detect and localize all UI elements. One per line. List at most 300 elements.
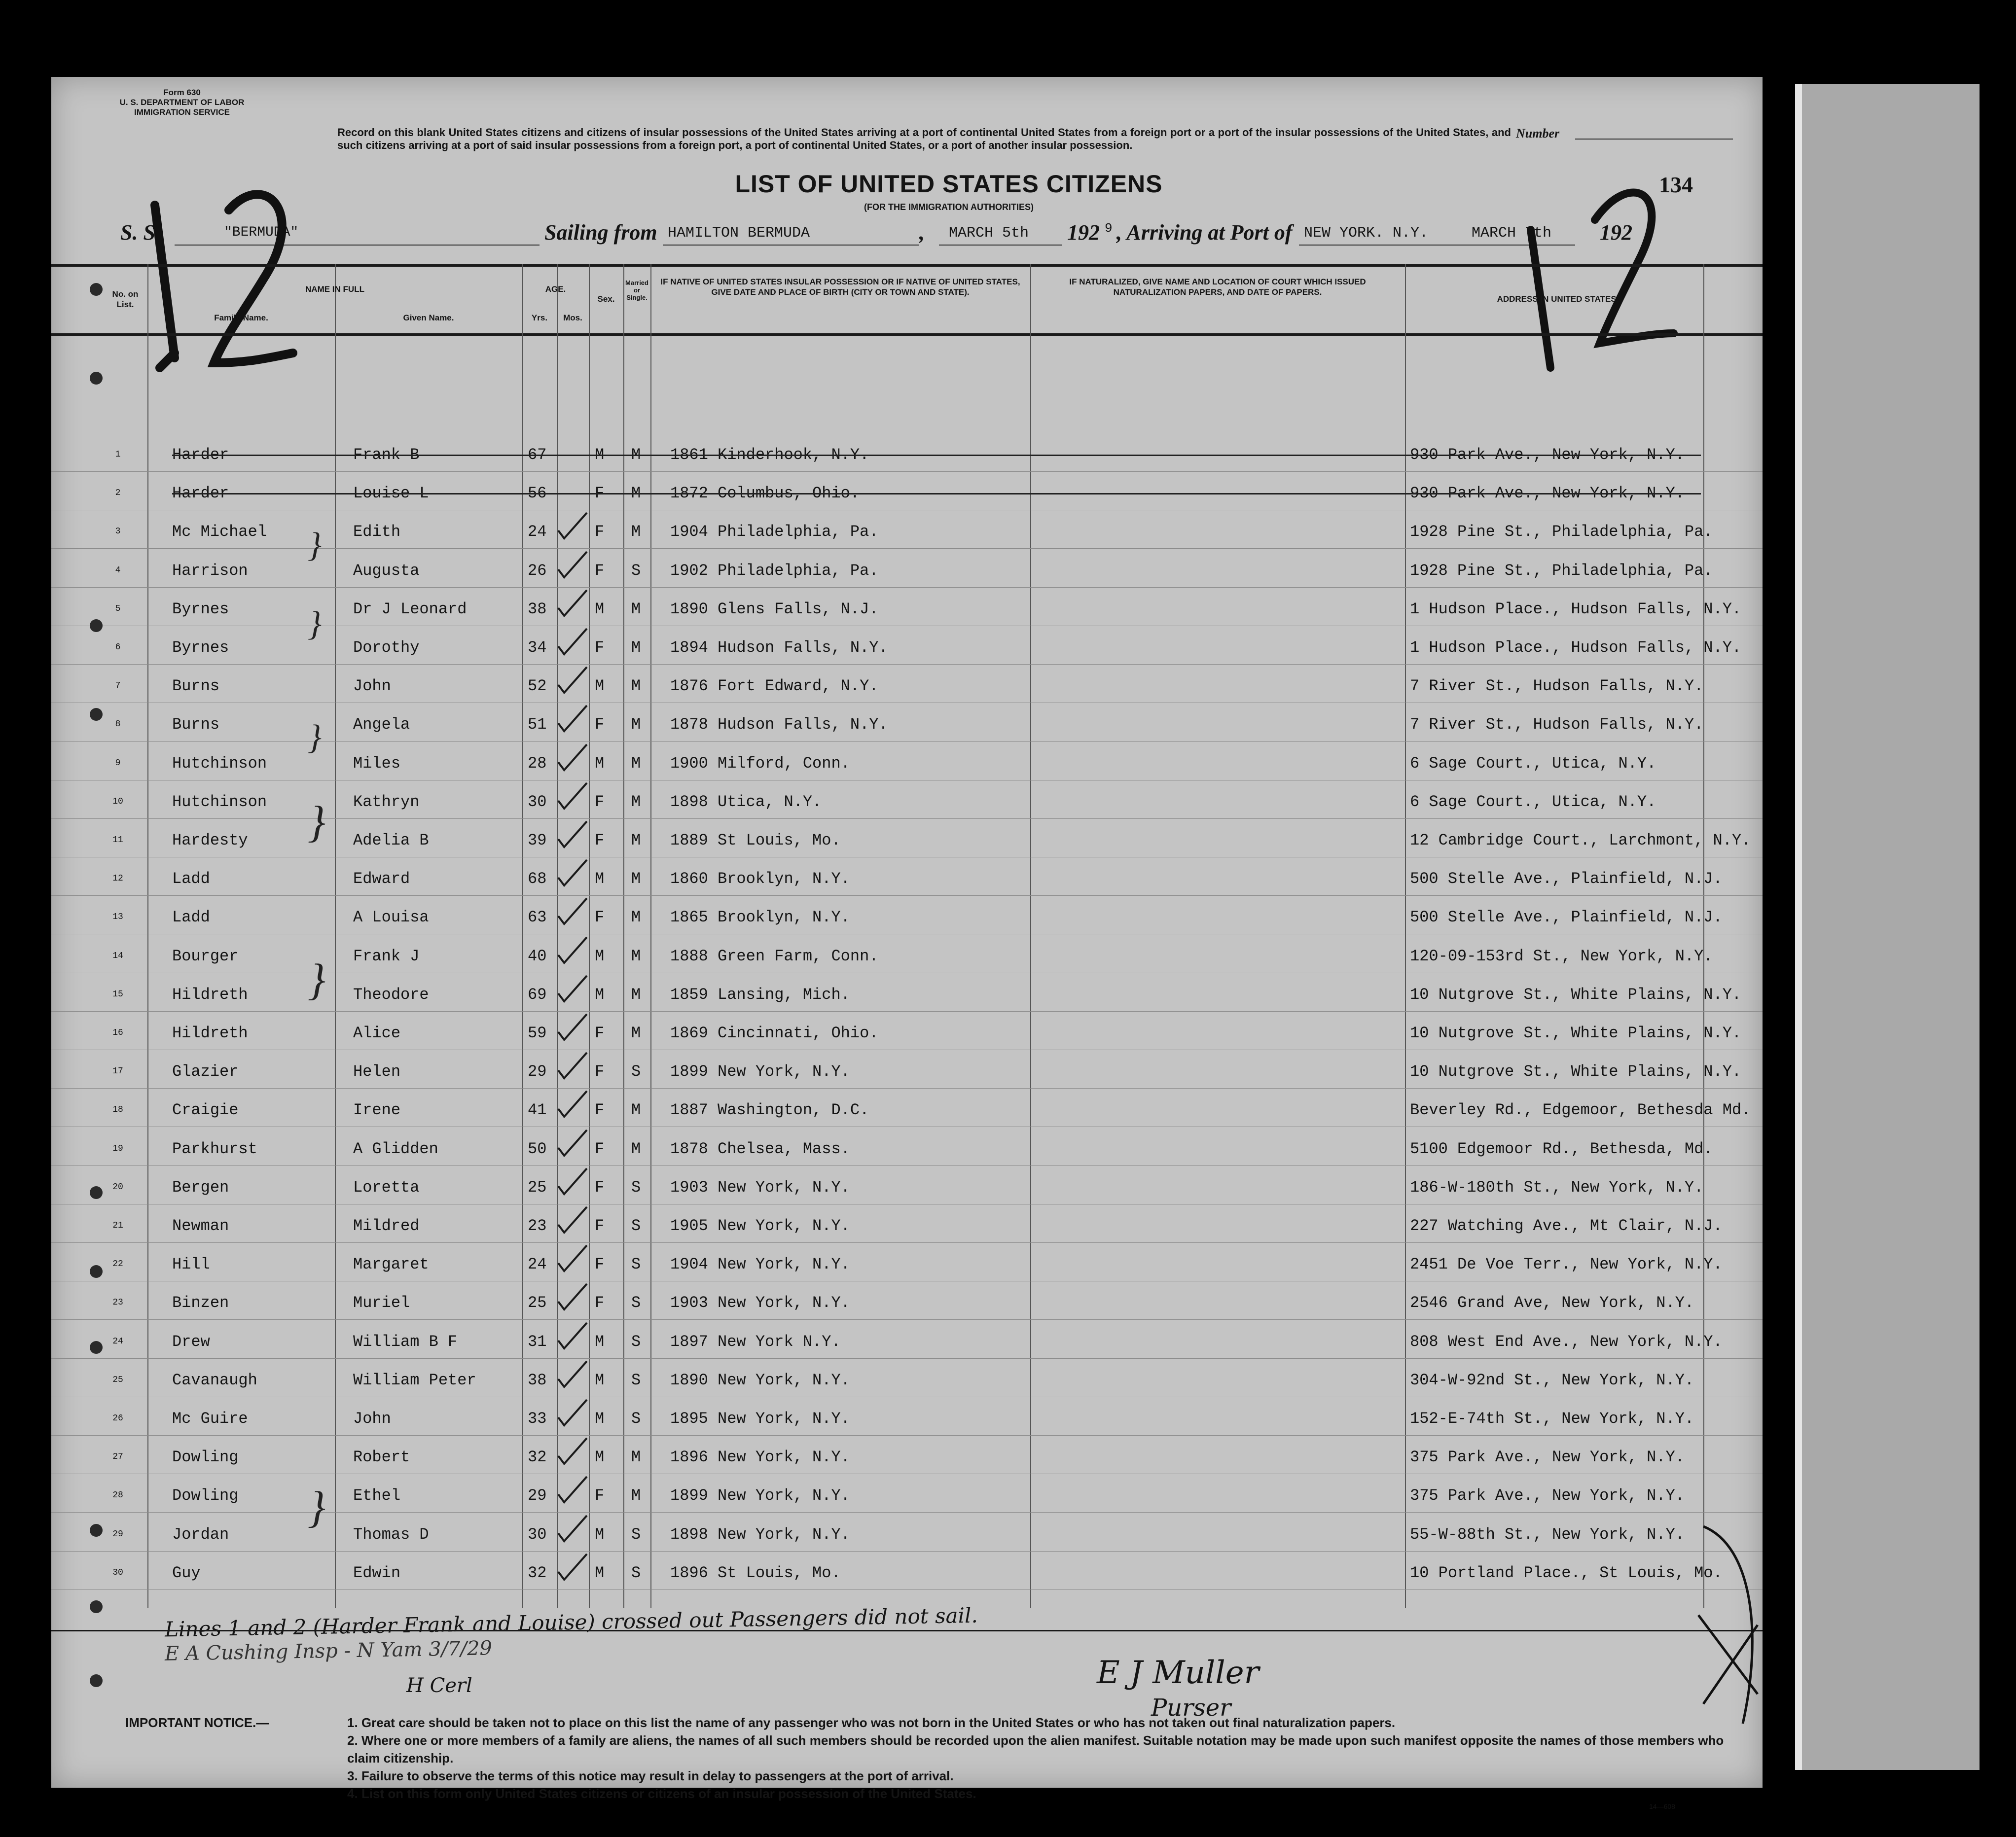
given-name: Frank B — [353, 446, 420, 464]
family-name: Cavanaugh — [172, 1371, 257, 1389]
given-name: Kathryn — [353, 792, 420, 811]
us-address: 186-W-180th St., New York, N.Y. — [1410, 1178, 1704, 1197]
table-row — [51, 1204, 1763, 1243]
birth-date-place: 1889 St Louis, Mo. — [670, 831, 841, 849]
age-years: 23 — [528, 1217, 547, 1235]
handwritten-inspector-note: E A Cushing Insp - N Yam 3/7/29 — [164, 1637, 493, 1665]
row-number: 10 — [112, 796, 123, 807]
check-mark-icon — [549, 587, 591, 619]
arrival-year-prefix: 192 — [1600, 220, 1632, 245]
birth-date-place: 1869 Cincinnati, Ohio. — [670, 1024, 879, 1042]
family-name: Jordan — [172, 1525, 229, 1544]
check-mark-icon — [549, 973, 591, 1004]
birth-date-place: 1904 Philadelphia, Pa. — [670, 523, 879, 541]
sex: F — [595, 1139, 605, 1158]
arriving-label: , Arriving at Port of — [1116, 220, 1293, 245]
family-name: Bergen — [172, 1178, 229, 1197]
family-name: Parkhurst — [172, 1139, 257, 1158]
birth-date-place: 1865 Brooklyn, N.Y. — [670, 908, 850, 927]
sex: F — [595, 1217, 605, 1235]
given-name: Augusta — [353, 561, 420, 580]
check-mark-icon — [549, 1320, 591, 1351]
service-name: IMMIGRATION SERVICE — [134, 107, 230, 117]
age-years: 63 — [528, 908, 547, 927]
us-address: 5100 Edgemoor Rd., Bethesda, Md. — [1410, 1139, 1713, 1158]
sex: M — [595, 1448, 605, 1467]
punch-hole — [90, 708, 103, 721]
form-instructions: Record on this blank United States citizens and citizens of insular possessions of the United States arriving at a port of continental United States from a foreign port or a port of the insular possessions of the United States, and such citizens arriving at a port of said insular possessions from a foreign port, a port of continental United States, or a port of another insular possession. — [337, 126, 1511, 151]
check-mark-icon — [549, 1435, 591, 1467]
birth-date-place: 1859 Lansing, Mich. — [670, 985, 850, 1004]
notice-item: 3. Failure to observe the terms of this notice may result in delay to passengers at the port of arrival. — [347, 1768, 954, 1783]
sex: F — [595, 908, 605, 927]
check-mark-icon — [549, 1474, 591, 1505]
family-name: Drew — [172, 1332, 210, 1351]
birth-date-place: 1904 New York, N.Y. — [670, 1255, 850, 1274]
sailing-year: 9 — [1105, 221, 1113, 236]
row-number: 19 — [112, 1143, 123, 1154]
age-years: 40 — [528, 947, 547, 965]
notice-item: 4. List on this form only United States citizens or citizens of an insular possession of the United States. — [347, 1786, 976, 1801]
given-name: Angela — [353, 715, 410, 734]
us-address: 304-W-92nd St., New York, N.Y. — [1410, 1371, 1694, 1389]
family-name: Bourger — [172, 947, 239, 965]
age-years: 25 — [528, 1178, 547, 1197]
family-bracket: } — [308, 955, 325, 1004]
purser-title: Purser — [1151, 1694, 1231, 1722]
punch-hole — [90, 1674, 103, 1687]
header-address: ADDRESS IN UNITED STATES. — [1497, 294, 1619, 304]
age-years: 41 — [528, 1101, 547, 1120]
us-address: 7 River St., Hudson Falls, N.Y. — [1410, 715, 1704, 734]
marital-status: S — [631, 1294, 641, 1312]
row-number: 15 — [112, 989, 123, 999]
table-row — [51, 1242, 1763, 1281]
sex: F — [595, 1024, 605, 1042]
table-row — [51, 1127, 1763, 1166]
age-years: 34 — [528, 638, 547, 657]
family-bracket: } — [308, 605, 322, 643]
marital-status: M — [631, 985, 641, 1004]
notice-item: 1. Great care should be taken not to place on this list the name of any passenger who was not born in the United States or who has not taken out final naturalization papers. — [347, 1715, 1396, 1730]
sex: F — [595, 484, 605, 503]
given-name: Helen — [353, 1062, 401, 1081]
birth-date-place: 1899 New York, N.Y. — [670, 1486, 850, 1505]
family-name: Byrnes — [172, 600, 229, 618]
family-name: Hutchinson — [172, 792, 267, 811]
us-address: 7 River St., Hudson Falls, N.Y. — [1410, 677, 1704, 696]
given-name: Thomas D — [353, 1525, 429, 1544]
us-address: 808 West End Ave., New York, N.Y. — [1410, 1332, 1723, 1351]
row-number: 3 — [115, 527, 121, 537]
sex: M — [595, 600, 605, 618]
marital-status: M — [631, 754, 641, 773]
row-number: 13 — [112, 912, 123, 922]
us-address: 2451 De Voe Terr., New York, N.Y. — [1410, 1255, 1723, 1274]
row-number: 18 — [112, 1105, 123, 1115]
purser-signature: E J Muller — [1097, 1655, 1260, 1691]
given-name: Mildred — [353, 1217, 420, 1235]
sex: M — [595, 1371, 605, 1389]
sex: M — [595, 1525, 605, 1544]
marital-status: S — [631, 1255, 641, 1274]
us-address: 1928 Pine St., Philadelphia, Pa. — [1410, 523, 1713, 541]
table-row — [51, 471, 1763, 510]
family-name: Harder — [172, 446, 229, 464]
us-address: 227 Watching Ave., Mt Clair, N.J. — [1410, 1217, 1723, 1235]
age-years: 25 — [528, 1294, 547, 1312]
check-mark-icon — [549, 1513, 591, 1544]
us-address: 1928 Pine St., Philadelphia, Pa. — [1410, 561, 1713, 580]
number-label: Number — [1516, 126, 1560, 141]
row-number: 16 — [112, 1028, 123, 1038]
birth-date-place: 1888 Green Farm, Conn. — [670, 947, 879, 965]
marital-status: M — [631, 870, 641, 888]
marital-status: M — [631, 484, 641, 503]
notice-item: 2. Where one or more members of a family are aliens, the names of all such members should be recorded upon the alien manifest. Suitable notation may be made upon such manifest opposite the names of those members who claim citizenship. — [347, 1733, 1724, 1766]
age-years: 32 — [528, 1448, 547, 1467]
birth-date-place: 1903 New York, N.Y. — [670, 1178, 850, 1197]
sex: F — [595, 1101, 605, 1120]
row-number: 11 — [112, 835, 123, 845]
date-underline — [939, 245, 1062, 246]
us-address: 152-E-74th St., New York, N.Y. — [1410, 1410, 1694, 1428]
marital-status: M — [631, 1101, 641, 1120]
given-name: Ethel — [353, 1486, 401, 1505]
given-name: Edith — [353, 523, 401, 541]
check-mark-icon — [549, 818, 591, 850]
marital-status: M — [631, 600, 641, 618]
sailing-port: HAMILTON BERMUDA — [668, 225, 810, 242]
us-address: 12 Cambridge Court., Larchmont, N.Y. — [1410, 831, 1751, 849]
family-name: Harder — [172, 484, 229, 503]
us-address: 6 Sage Court., Utica, N.Y. — [1410, 792, 1656, 811]
marital-status: S — [631, 1371, 641, 1389]
row-number: 29 — [112, 1529, 123, 1539]
birth-date-place: 1898 New York, N.Y. — [670, 1525, 850, 1544]
age-years: 30 — [528, 792, 547, 811]
sex: M — [595, 754, 605, 773]
us-address: 10 Nutgrove St., White Plains, N.Y. — [1410, 985, 1742, 1004]
us-address: 55-W-88th St., New York, N.Y. — [1410, 1525, 1685, 1544]
port-underline — [663, 245, 919, 246]
us-address: 10 Nutgrove St., White Plains, N.Y. — [1410, 1062, 1742, 1081]
sailing-year-prefix: 192 — [1067, 220, 1100, 245]
family-bracket: } — [308, 798, 325, 847]
document-title: LIST OF UNITED STATES CITIZENS — [735, 170, 1163, 198]
age-years: 32 — [528, 1563, 547, 1582]
check-mark-icon — [549, 1281, 591, 1312]
row-number: 2 — [115, 488, 121, 498]
sex: M — [595, 985, 605, 1004]
check-mark-icon — [549, 1551, 591, 1583]
row-number: 28 — [112, 1490, 123, 1501]
given-name: Miles — [353, 754, 401, 773]
marital-status: S — [631, 1563, 641, 1582]
birth-date-place: 1860 Brooklyn, N.Y. — [670, 870, 850, 888]
row-number: 27 — [112, 1452, 123, 1462]
sex: F — [595, 638, 605, 657]
birth-date-place: 1872 Columbus, Ohio. — [670, 484, 860, 503]
birth-date-place: 1905 New York, N.Y. — [670, 1217, 850, 1235]
table-row — [51, 1050, 1763, 1089]
sex: M — [595, 446, 605, 464]
number-field-line — [1575, 139, 1733, 140]
given-name: A Glidden — [353, 1139, 438, 1158]
table-row — [51, 1088, 1763, 1127]
given-name: William B F — [353, 1332, 458, 1351]
row-number: 30 — [112, 1567, 123, 1578]
row-number: 20 — [112, 1182, 123, 1192]
marital-status: M — [631, 523, 641, 541]
row-number: 14 — [112, 951, 123, 961]
sex: F — [595, 1062, 605, 1081]
sex: F — [595, 1255, 605, 1274]
family-name: Craigie — [172, 1101, 239, 1120]
handwritten-12-mark-right — [1511, 161, 1698, 388]
marital-status: M — [631, 1139, 641, 1158]
birth-date-place: 1896 New York, N.Y. — [670, 1448, 850, 1467]
marital-status: M — [631, 792, 641, 811]
check-mark-icon — [549, 1242, 591, 1274]
header-no: No. on List. — [112, 289, 139, 309]
given-name: Theodore — [353, 985, 429, 1004]
sex: F — [595, 1486, 605, 1505]
family-bracket: } — [308, 718, 322, 756]
given-name: Frank J — [353, 947, 420, 965]
birth-date-place: 1902 Philadelphia, Pa. — [670, 561, 879, 580]
check-mark-icon — [549, 1358, 591, 1390]
age-years: 31 — [528, 1332, 547, 1351]
us-address: Beverley Rd., Edgemoor, Bethesda Md. — [1410, 1101, 1751, 1120]
birth-date-place: 1887 Washington, D.C. — [670, 1101, 869, 1120]
check-mark-icon — [549, 510, 591, 541]
header-given: Given Name. — [403, 313, 454, 322]
sex: M — [595, 1563, 605, 1582]
header-bottom-rule — [51, 333, 1763, 336]
punch-hole — [90, 1524, 103, 1537]
given-name: Margaret — [353, 1255, 429, 1274]
family-name: Hardesty — [172, 831, 248, 849]
given-name: Muriel — [353, 1294, 410, 1312]
us-address: 930 Park Ave., New York, N.Y. — [1410, 484, 1685, 503]
birth-date-place: 1899 New York, N.Y. — [670, 1062, 850, 1081]
given-name: Edwin — [353, 1563, 401, 1582]
birth-date-place: 1903 New York, N.Y. — [670, 1294, 850, 1312]
header-mos: Mos. — [563, 313, 582, 322]
age-years: 68 — [528, 870, 547, 888]
manifest-sheet — [51, 77, 1763, 1810]
family-name: Byrnes — [172, 638, 229, 657]
birth-date-place: 1878 Hudson Falls, N.Y. — [670, 715, 888, 734]
age-years: 50 — [528, 1139, 547, 1158]
ss-label: S. S. — [120, 220, 161, 245]
sex: F — [595, 831, 605, 849]
row-number: 24 — [112, 1336, 123, 1346]
table-top-rule — [51, 264, 1763, 267]
check-mark-icon — [549, 1011, 591, 1043]
us-address: 930 Park Ave., New York, N.Y. — [1410, 446, 1685, 464]
department-name: U. S. DEPARTMENT OF LABOR — [119, 98, 245, 107]
arrival-port: NEW YORK. N.Y. — [1304, 225, 1429, 242]
age-years: 24 — [528, 523, 547, 541]
given-name: Adelia B — [353, 831, 429, 849]
birth-date-place: 1878 Chelsea, Mass. — [670, 1139, 850, 1158]
marital-status: S — [631, 1217, 641, 1235]
family-name: Ladd — [172, 870, 210, 888]
table-bottom-rule — [51, 1630, 1763, 1631]
given-name: John — [353, 677, 391, 696]
punch-hole — [90, 1265, 103, 1278]
comma-1: , — [919, 220, 925, 245]
sex: F — [595, 523, 605, 541]
header-married: Married or Single. — [625, 279, 648, 301]
age-years: 67 — [528, 446, 547, 464]
check-mark-icon — [549, 780, 591, 812]
check-mark-icon — [549, 1166, 591, 1197]
check-mark-icon — [549, 549, 591, 580]
check-mark-icon — [549, 703, 591, 734]
strike-through-line — [172, 455, 1701, 456]
marital-status: M — [631, 638, 641, 657]
age-years: 56 — [528, 484, 547, 503]
age-years: 29 — [528, 1062, 547, 1081]
sex: M — [595, 870, 605, 888]
punch-hole — [90, 1186, 103, 1199]
punch-hole — [90, 372, 103, 385]
given-name: A Louisa — [353, 908, 429, 927]
row-number: 1 — [115, 450, 121, 459]
age-years: 26 — [528, 561, 547, 580]
marital-status: M — [631, 715, 641, 734]
form-number: Form 630 — [163, 88, 201, 97]
us-address: 10 Portland Place., St Louis, Mo. — [1410, 1563, 1723, 1582]
age-years: 33 — [528, 1410, 547, 1428]
ship-name: "BERMUDA" — [224, 225, 299, 240]
birth-date-place: 1895 New York, N.Y. — [670, 1410, 850, 1428]
check-mark-icon — [549, 934, 591, 966]
handwritten-cross-scribble — [1693, 1487, 1763, 1763]
header-name-in-full: NAME IN FULL — [305, 284, 364, 294]
form-reference: 14—608 — [1649, 1802, 1675, 1810]
given-name: Alice — [353, 1024, 401, 1042]
handwritten-initials: H Cerl — [406, 1674, 472, 1697]
given-name: Dorothy — [353, 638, 420, 657]
marital-status: S — [631, 1525, 641, 1544]
important-notice — [125, 1714, 1753, 1802]
table-row — [51, 1011, 1763, 1050]
given-name: William Peter — [353, 1371, 476, 1389]
family-name: Burns — [172, 677, 220, 696]
document-subtitle: (FOR THE IMMIGRATION AUTHORITIES) — [864, 202, 1034, 212]
family-name: Guy — [172, 1563, 201, 1582]
row-number: 21 — [112, 1221, 123, 1231]
row-number: 7 — [115, 681, 121, 691]
family-name: Hutchinson — [172, 754, 267, 773]
sex: F — [595, 715, 605, 734]
marital-status: S — [631, 561, 641, 580]
marital-status: M — [631, 677, 641, 696]
check-mark-icon — [549, 857, 591, 888]
sailing-label: Sailing from — [544, 220, 657, 245]
table-row — [51, 433, 1763, 472]
check-mark-icon — [549, 895, 591, 927]
birth-date-place: 1890 Glens Falls, N.J. — [670, 600, 879, 618]
given-name: Dr J Leonard — [353, 600, 467, 618]
row-number: 26 — [112, 1413, 123, 1423]
sex: F — [595, 1178, 605, 1197]
family-name: Hildreth — [172, 985, 248, 1004]
given-name: Edward — [353, 870, 410, 888]
header-birth: IF NATIVE OF UNITED STATES INSULAR POSSESSION OR IF NATIVE OF UNITED STATES, GIVE DATE AND PLACE OF BIRTH (CITY OR TOWN AND STATE). — [660, 277, 1020, 297]
age-years: 52 — [528, 677, 547, 696]
age-years: 30 — [528, 1525, 547, 1544]
row-number: 25 — [112, 1375, 123, 1385]
us-address: 2546 Grand Ave, New York, N.Y. — [1410, 1294, 1694, 1312]
sex: M — [595, 1332, 605, 1351]
check-mark-icon — [549, 664, 591, 696]
us-address: 1 Hudson Place., Hudson Falls, N.Y. — [1410, 638, 1742, 657]
us-address: 375 Park Ave., New York, N.Y. — [1410, 1448, 1685, 1467]
age-years: 69 — [528, 985, 547, 1004]
marital-status: S — [631, 1178, 641, 1197]
us-address: 120-09-153rd St., New York, N.Y. — [1410, 947, 1713, 965]
given-name: Robert — [353, 1448, 410, 1467]
header-sex: Sex. — [597, 294, 615, 304]
check-mark-icon — [549, 1088, 591, 1120]
birth-date-place: 1896 St Louis, Mo. — [670, 1563, 841, 1582]
table-row — [51, 1435, 1763, 1474]
sex: F — [595, 561, 605, 580]
family-name: Dowling — [172, 1486, 239, 1505]
given-name: Loretta — [353, 1178, 420, 1197]
punch-hole — [90, 283, 103, 296]
birth-date-place: 1894 Hudson Falls, N.Y. — [670, 638, 888, 657]
age-years: 24 — [528, 1255, 547, 1274]
header-yrs: Yrs. — [531, 313, 548, 322]
check-mark-icon — [549, 742, 591, 773]
punch-hole — [90, 1341, 103, 1354]
header-age: AGE. — [545, 284, 566, 294]
check-mark-icon — [549, 1050, 591, 1081]
age-years: 28 — [528, 754, 547, 773]
birth-date-place: 1861 Kinderhook, N.Y. — [670, 446, 869, 464]
age-years: 38 — [528, 1371, 547, 1389]
marital-status: M — [631, 831, 641, 849]
family-name: Binzen — [172, 1294, 229, 1312]
family-name: Mc Michael — [172, 523, 267, 541]
marital-status: M — [631, 908, 641, 927]
row-number: 4 — [115, 565, 121, 575]
header-family: Family Name. — [214, 313, 268, 322]
table-row — [51, 664, 1763, 703]
us-address: 6 Sage Court., Utica, N.Y. — [1410, 754, 1656, 773]
family-name: Mc Guire — [172, 1410, 248, 1428]
row-number: 23 — [112, 1298, 123, 1308]
marital-status: M — [631, 1486, 641, 1505]
age-years: 38 — [528, 600, 547, 618]
birth-date-place: 1876 Fort Edward, N.Y. — [670, 677, 879, 696]
us-address: 1 Hudson Place., Hudson Falls, N.Y. — [1410, 600, 1742, 618]
birth-date-place: 1900 Milford, Conn. — [670, 754, 850, 773]
marital-status: M — [631, 1024, 641, 1042]
row-number: 6 — [115, 642, 121, 652]
sex: M — [595, 947, 605, 965]
us-address: 500 Stelle Ave., Plainfield, N.J. — [1410, 908, 1723, 927]
age-years: 59 — [528, 1024, 547, 1042]
family-bracket: } — [308, 526, 322, 564]
family-name: Burns — [172, 715, 220, 734]
